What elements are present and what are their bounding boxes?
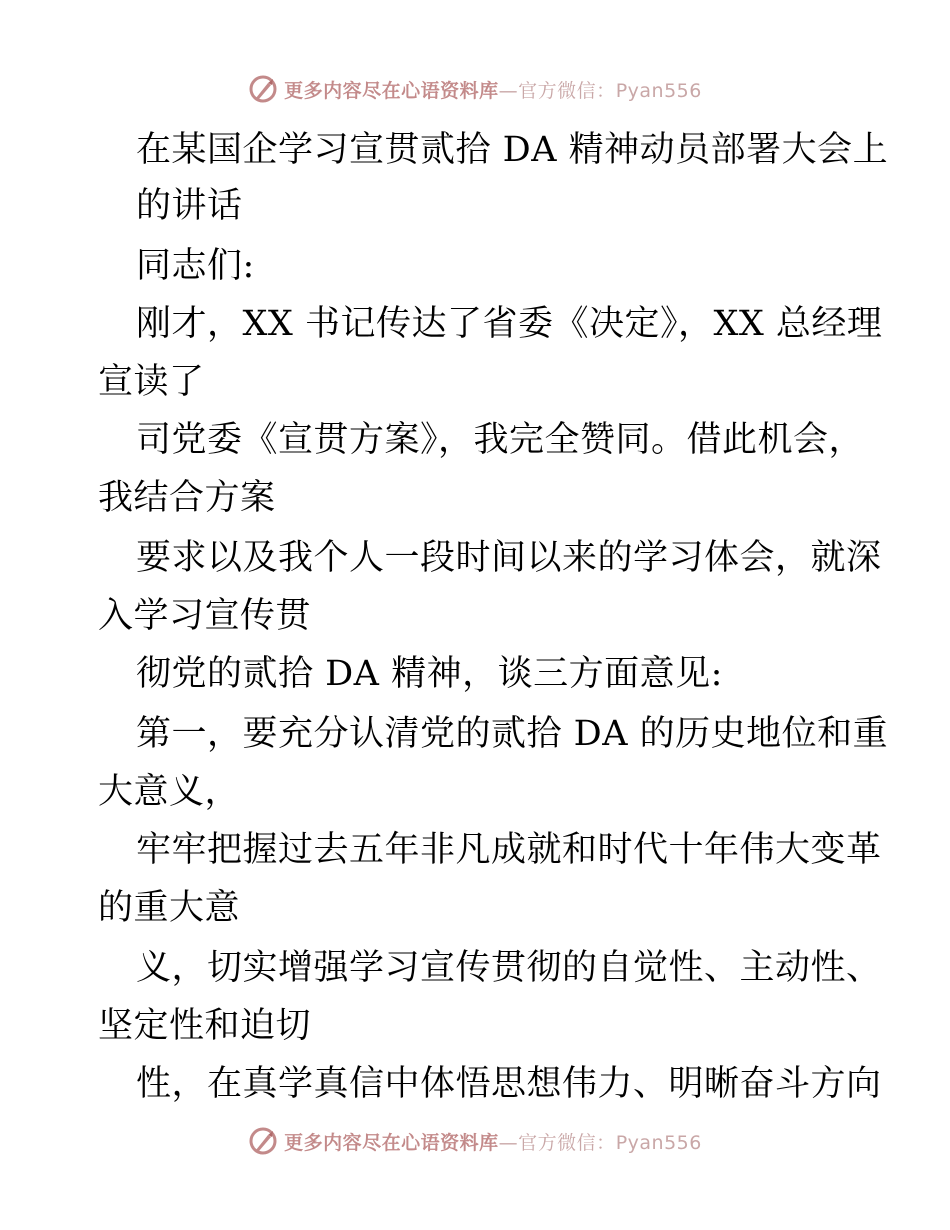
text-line: 宣读了 — [98, 362, 205, 402]
text-line: 在某国企学习宣贯贰拾 DA 精神动员部署大会上 — [136, 130, 889, 170]
text-line: 同志们: — [136, 246, 255, 286]
text-line: 司党委《宣贯方案》，我完全赞同。借此机会， — [136, 420, 865, 460]
watermark-text — [284, 1128, 702, 1155]
watermark-brand: 更多内容尽在心语资料库 — [284, 1131, 499, 1154]
footer-watermark — [0, 1124, 950, 1158]
watermark-wechat-label: 官方微信： — [518, 1131, 616, 1154]
watermark-brand: 更多内容尽在心语资料库 — [284, 79, 499, 102]
text-line: 大意义， — [98, 772, 241, 812]
header-watermark — [0, 72, 950, 106]
text-line: 入学习宣传贯 — [98, 596, 312, 636]
watermark-text — [284, 76, 702, 103]
quill-pen-logo-icon — [248, 1126, 278, 1156]
watermark-wechat-id: Pyan556 — [615, 1131, 702, 1154]
text-line: 的重大意 — [98, 888, 241, 928]
watermark-dash: — — [498, 79, 519, 102]
watermark-wechat-id: Pyan556 — [615, 79, 702, 102]
watermark-wechat-label: 官方微信： — [518, 79, 616, 102]
text-line: 的讲话 — [136, 186, 243, 226]
text-line: 彻党的贰拾 DA 精神，谈三方面意见: — [136, 654, 723, 694]
text-line: 要求以及我个人一段时间以来的学习体会，就深 — [136, 538, 882, 578]
text-line: 我结合方案 — [98, 478, 276, 518]
quill-pen-logo-icon — [248, 74, 278, 104]
text-line: 义，切实增强学习宣传贯彻的自觉性、主动性、 — [136, 948, 882, 988]
text-line: 第一，要充分认清党的贰拾 DA 的历史地位和重 — [136, 714, 889, 754]
text-line: 刚才，XX 书记传达了省委《决定》，XX 总经理 — [136, 304, 883, 344]
text-line: 性，在真学真信中体悟思想伟力、明晰奋斗方向 — [136, 1064, 882, 1104]
watermark-dash: — — [498, 1131, 519, 1154]
text-line: 牢牢把握过去五年非凡成就和时代十年伟大变革 — [136, 830, 882, 870]
text-line: 坚定性和迫切 — [98, 1006, 312, 1046]
